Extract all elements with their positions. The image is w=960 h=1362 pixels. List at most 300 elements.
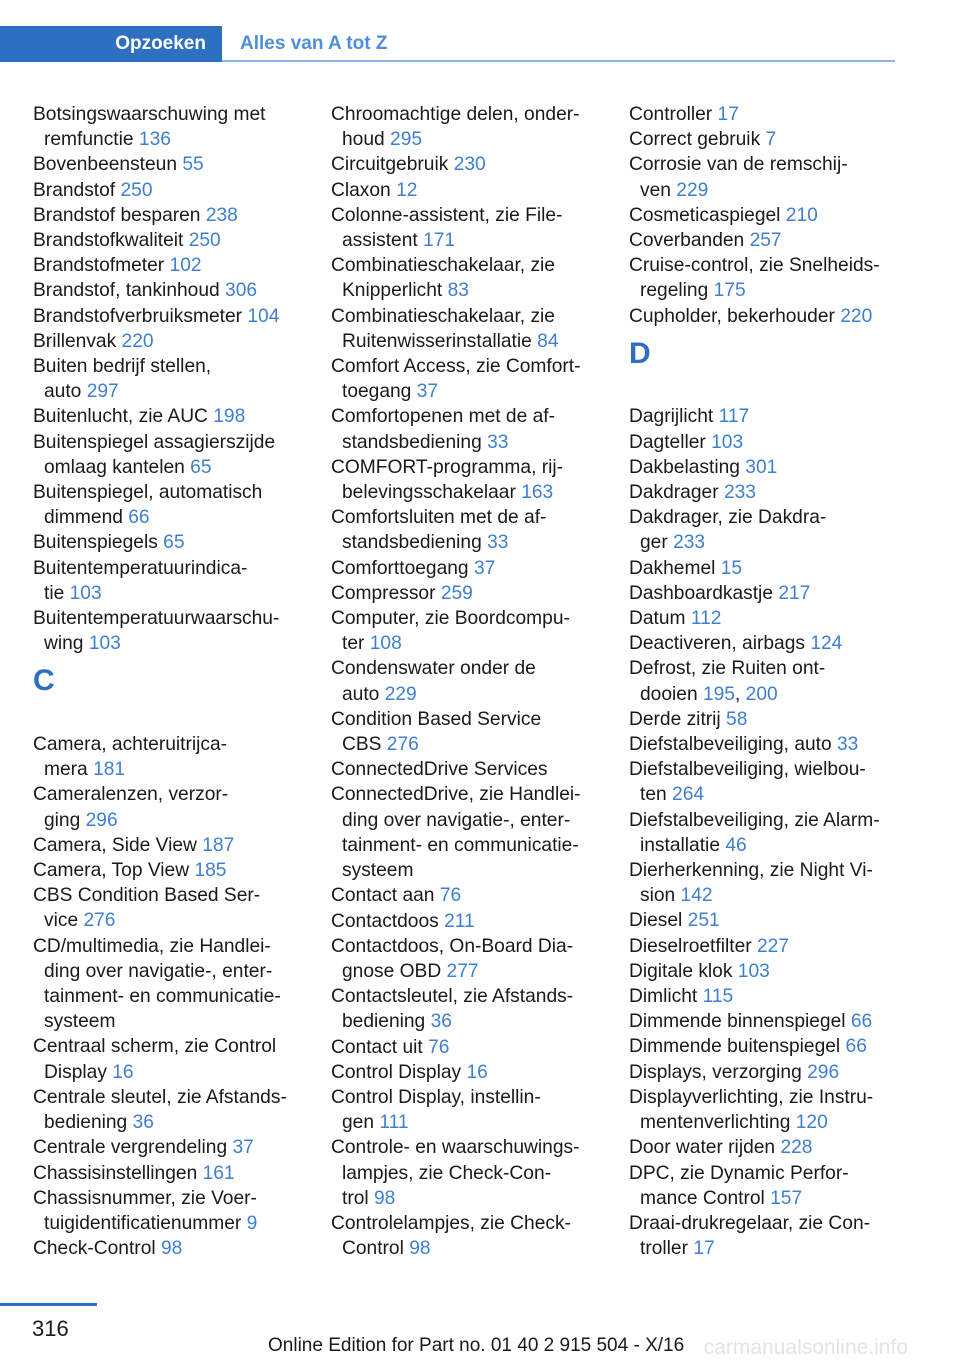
entry-text: Brandstof <box>33 179 116 201</box>
index-entry <box>629 908 921 933</box>
entry-text: systeem <box>342 860 414 882</box>
index-entry <box>331 1035 623 1060</box>
index-entry <box>629 430 921 455</box>
index-entry <box>33 858 325 883</box>
entry-text: troller <box>640 1238 688 1260</box>
entry-text: Ruitenwisserinstallatie <box>342 330 532 352</box>
index-entry <box>629 984 921 1009</box>
page-link[interactable]: 185 <box>194 860 227 882</box>
entry-text: dooien <box>640 683 698 705</box>
page-link[interactable]: 55 <box>182 154 204 176</box>
page-link[interactable]: 229 <box>384 683 417 705</box>
entry-text: regeling <box>640 280 709 302</box>
index-column-3 <box>629 102 921 1261</box>
page-link[interactable]: 142 <box>680 885 713 907</box>
section-letter: D <box>629 336 651 370</box>
breadcrumb[interactable]: Alles van A tot Z <box>240 33 388 54</box>
page-link[interactable]: 217 <box>778 582 811 604</box>
page-link[interactable]: 112 <box>690 608 722 630</box>
page-link[interactable]: 210 <box>785 204 818 226</box>
index-entry <box>33 329 325 354</box>
page-link[interactable]: 37 <box>232 1137 254 1159</box>
index-entry <box>33 228 325 253</box>
index-entry <box>33 556 325 606</box>
index-entry <box>629 959 921 984</box>
index-entry <box>331 404 623 454</box>
index-entry <box>33 278 325 303</box>
entry-text: Displayverlichting, zie Instru- <box>629 1086 874 1108</box>
page-link[interactable]: 296 <box>85 809 118 831</box>
entry-text: Dierherkenning, zie Night Vi- <box>629 860 873 882</box>
index-entry <box>629 606 921 631</box>
index-entry <box>331 1211 623 1261</box>
page-link[interactable]: 66 <box>845 1036 867 1058</box>
index-entry <box>629 808 921 858</box>
entry-text: Buitenspiegel assagierszijde <box>33 431 276 453</box>
section-letter: C <box>33 664 55 698</box>
page-link[interactable]: 136 <box>138 129 171 151</box>
entry-text: Contact uit <box>331 1036 423 1058</box>
entry-text: Comforttoegang <box>331 557 469 579</box>
entry-text: auto <box>342 683 380 705</box>
index-entry <box>331 1060 623 1085</box>
entry-text: systeem <box>44 1011 116 1033</box>
page-link[interactable]: 175 <box>713 280 746 302</box>
page-header <box>0 0 960 64</box>
entry-text: Condition Based Service <box>331 708 542 730</box>
entry-text: Controller <box>629 104 713 125</box>
entry-text: mentenverlichting <box>640 1112 791 1134</box>
entry-text: Contact aan <box>331 885 435 907</box>
entry-text: tuigidentificatienummer <box>44 1212 242 1234</box>
page-link[interactable]: 46 <box>725 834 747 856</box>
index-entry <box>33 1135 325 1160</box>
index-entry <box>629 1161 921 1211</box>
page-link[interactable]: 111 <box>379 1112 409 1134</box>
index-entry <box>629 757 921 807</box>
index-entry <box>33 934 325 1035</box>
index-entry <box>629 1034 921 1059</box>
entry-text: ConnectedDrive Services <box>331 759 548 781</box>
entry-text: Controlelampjes, zie Check- <box>331 1212 571 1234</box>
index-entry <box>33 304 325 329</box>
tab-opzoeken[interactable]: Opzoeken <box>0 26 222 62</box>
page-link[interactable]: 102 <box>169 255 202 277</box>
page-link[interactable]: 16 <box>466 1061 488 1083</box>
entry-text: ten <box>640 784 667 806</box>
entry-text: tainment- en communicatie- <box>342 834 579 856</box>
page-link[interactable]: 301 <box>745 456 778 478</box>
entry-text: ter <box>342 633 365 655</box>
index-entry <box>629 127 921 152</box>
index-entry <box>629 203 921 228</box>
entry-text: Dimmende binnenspiegel <box>629 1011 846 1033</box>
index-entry <box>629 455 921 480</box>
index-entry <box>331 152 623 177</box>
entry-text: Dakbelasting <box>629 456 740 478</box>
entry-text: Contactdoos <box>331 910 439 932</box>
entry-text: Brandstofverbruiksmeter <box>33 305 243 327</box>
page-link[interactable]: 16 <box>112 1061 134 1083</box>
entry-text: Brandstofkwaliteit <box>33 230 184 252</box>
entry-text: Buitentemperatuurwaarschu- <box>33 608 280 630</box>
entry-text: Compressor <box>331 582 436 604</box>
index-entry <box>33 1186 325 1236</box>
entry-text: Brandstofmeter <box>33 255 165 277</box>
entry-text: mance Control <box>640 1187 765 1209</box>
index-entry <box>629 152 921 202</box>
page-link[interactable]: 276 <box>83 910 116 932</box>
index-entry <box>629 253 921 303</box>
index-entry <box>33 404 325 429</box>
entry-text: Chassisinstellingen <box>33 1162 198 1184</box>
page-link[interactable]: 66 <box>128 507 150 529</box>
entry-text: Colonne-assistent, zie File- <box>331 204 563 226</box>
index-column-2 <box>331 102 623 1261</box>
index-entry <box>331 984 623 1034</box>
entry-text: Cosmeticaspiegel <box>629 204 781 226</box>
page-link[interactable]: 171 <box>423 230 456 252</box>
entry-text: Coverbanden <box>629 230 745 252</box>
index-entry <box>331 606 623 656</box>
page-link[interactable]: 297 <box>86 381 119 403</box>
page-link[interactable]: 228 <box>780 1137 813 1159</box>
entry-text: Control <box>342 1238 404 1260</box>
page-link[interactable]: 276 <box>386 734 419 756</box>
page-link[interactable]: 295 <box>390 129 423 151</box>
page-link[interactable]: 17 <box>717 104 739 125</box>
index-entry <box>331 304 623 354</box>
page-link[interactable]: 33 <box>837 734 859 756</box>
index-entry <box>33 152 325 177</box>
entry-text: Brandstof besparen <box>33 204 201 226</box>
page-link[interactable]: 250 <box>120 179 153 201</box>
entry-text: auto <box>44 381 82 403</box>
index-entry <box>629 480 921 505</box>
page-link[interactable]: 257 <box>749 230 782 252</box>
page-link[interactable]: 200 <box>745 683 778 705</box>
index-entry <box>331 909 623 934</box>
index-entry <box>331 782 623 883</box>
page-link[interactable]: 115 <box>702 986 734 1008</box>
page-link[interactable]: 264 <box>672 784 705 806</box>
entry-text: bediening <box>44 1112 128 1134</box>
page-link[interactable]: 157 <box>770 1187 803 1209</box>
entry-text: Dashboardkastje <box>629 582 773 604</box>
entry-text: Buitenspiegel, automatisch <box>33 482 263 504</box>
entry-text: installatie <box>640 834 720 856</box>
page-link[interactable]: 58 <box>726 708 748 730</box>
entry-text: ding over navigatie-, enter- <box>44 960 273 982</box>
entry-text: ger <box>640 532 668 554</box>
entry-text: Comfortopenen met de af- <box>331 406 555 428</box>
page-link[interactable]: 211 <box>444 910 475 932</box>
index-entry <box>331 354 623 404</box>
index-entry <box>33 1236 325 1261</box>
index-entry <box>33 833 325 858</box>
page-link[interactable]: 12 <box>396 179 418 201</box>
page-link[interactable]: 238 <box>205 204 238 226</box>
page-link[interactable]: 37 <box>473 557 496 579</box>
page-link[interactable]: 98 <box>160 1238 183 1260</box>
page-link[interactable]: 83 <box>447 280 469 302</box>
entry-text: Contactdoos, On-Board Dia- <box>331 935 574 957</box>
entry-text: DPC, zie Dynamic Perfor- <box>629 1162 849 1184</box>
page-link[interactable]: 37 <box>416 381 439 403</box>
entry-text: tie <box>44 582 65 604</box>
page-link[interactable]: 187 <box>202 834 235 856</box>
entry-text: Cruise-control, zie Snelheids- <box>629 255 880 277</box>
entry-text: Deactiveren, airbags <box>629 633 805 655</box>
entry-text: dimmend <box>44 507 123 529</box>
entry-text: Computer, zie Boordcompu- <box>331 608 570 630</box>
entry-text: bediening <box>342 1011 426 1033</box>
page-link[interactable]: 227 <box>756 935 789 957</box>
entry-text: Correct gebruik <box>629 129 761 151</box>
entry-text: Centrale vergrendeling <box>33 1137 228 1159</box>
page-link[interactable]: 233 <box>673 532 706 554</box>
entry-text: Dakdrager <box>629 482 719 504</box>
page-link[interactable]: 9 <box>246 1212 258 1234</box>
page-link[interactable]: 65 <box>163 532 185 554</box>
index-entry <box>33 354 325 404</box>
index-entry <box>629 228 921 253</box>
page-link[interactable]: 108 <box>369 633 402 655</box>
entry-text: Bovenbeensteun <box>33 154 178 176</box>
entry-text: Derde zitrij <box>629 708 721 730</box>
page-link[interactable]: 124 <box>810 633 843 655</box>
entry-text: Claxon <box>331 179 391 201</box>
page-link[interactable]: 7 <box>765 129 777 151</box>
entry-text: Datum <box>629 608 686 630</box>
index-entry <box>33 1034 325 1084</box>
entry-text: Contactsleutel, zie Afstands- <box>331 986 574 1008</box>
entry-text: Centrale sleutel, zie Afstands- <box>33 1086 287 1108</box>
entry-text: Digitale klok <box>629 960 733 982</box>
page-link[interactable]: 161 <box>202 1162 235 1184</box>
entry-text: ven <box>640 179 671 201</box>
page-link[interactable]: 36 <box>430 1011 452 1033</box>
index-entry <box>331 455 623 505</box>
index-entry <box>33 782 325 832</box>
index-entry <box>33 883 325 933</box>
page-link[interactable]: 84 <box>537 330 559 352</box>
index-entry <box>331 1135 623 1211</box>
index-entry <box>33 430 325 480</box>
entry-text: Buitenlucht, zie AUC <box>33 406 208 428</box>
page-link[interactable]: 103 <box>69 582 102 604</box>
edition-note: Online Edition for Part no. 01 40 2 915 504 - X/16 <box>268 1335 685 1356</box>
entry-text: gnose OBD <box>342 960 442 982</box>
index-entry <box>629 304 921 329</box>
index-entry <box>331 102 623 152</box>
index-entry <box>33 178 325 203</box>
entry-text: Dakdrager, zie Dakdra- <box>629 507 827 529</box>
index-entry <box>629 1060 921 1085</box>
entry-text: Door water rijden <box>629 1137 776 1159</box>
page-link[interactable]: 33 <box>487 532 509 554</box>
entry-text: Camera, Side View <box>33 834 197 856</box>
index-entry <box>629 707 921 732</box>
page-link[interactable]: 220 <box>840 305 873 327</box>
page-link[interactable]: 250 <box>188 230 221 252</box>
entry-text: vice <box>44 910 79 932</box>
index-entry <box>331 253 623 303</box>
entry-text: ging <box>44 809 81 831</box>
index-entry <box>331 757 623 782</box>
index-entry <box>331 581 623 606</box>
page-link[interactable]: 259 <box>440 582 473 604</box>
page-link[interactable]: 117 <box>718 406 750 428</box>
entry-text: Buiten bedrijf stellen, <box>33 356 212 378</box>
entry-text: COMFORT-programma, rij- <box>331 456 564 478</box>
entry-text: Circuitgebruik <box>331 154 449 176</box>
page-link[interactable]: 195 <box>702 683 735 705</box>
entry-text: Diefstalbeveiliging, auto <box>629 734 832 756</box>
page-link[interactable]: 198 <box>213 406 246 428</box>
footer-divider <box>0 1303 97 1306</box>
page-link[interactable]: 230 <box>453 154 486 176</box>
page-link[interactable]: 65 <box>190 456 212 478</box>
page-link[interactable]: 103 <box>711 431 744 453</box>
entry-text: CD/multimedia, zie Handlei- <box>33 935 271 957</box>
entry-text: Check-Control <box>33 1238 156 1260</box>
entry-text: houd <box>342 129 385 151</box>
index-entry <box>629 732 921 757</box>
entry-text: Comfort Access, zie Comfort- <box>331 356 581 378</box>
entry-text: Brillenvak <box>33 330 117 352</box>
index-entry <box>629 505 921 555</box>
index-entry <box>629 1085 921 1135</box>
watermark: carmanualsonline.info <box>703 1336 908 1359</box>
entry-text: Condenswater onder de <box>331 658 536 680</box>
entry-text: belevingsschakelaar <box>342 482 516 504</box>
page-link[interactable]: 98 <box>409 1238 431 1260</box>
entry-text: Buitenspiegels <box>33 532 158 554</box>
entry-text: ConnectedDrive, zie Handlei- <box>331 784 581 806</box>
page-link[interactable]: 76 <box>439 885 462 907</box>
page-link[interactable]: 229 <box>676 179 709 201</box>
entry-text: ding over navigatie-, enter- <box>342 809 571 831</box>
entry-text: Combinatieschakelaar, zie <box>331 255 555 277</box>
index-entry <box>629 934 921 959</box>
page-link[interactable]: 104 <box>247 305 280 327</box>
page-link[interactable]: 163 <box>521 482 554 504</box>
page-link[interactable]: 76 <box>428 1036 450 1058</box>
index-entry <box>33 253 325 278</box>
entry-text: Centraal scherm, zie Control <box>33 1036 277 1058</box>
index-entry <box>331 656 623 706</box>
index-entry <box>33 1085 325 1135</box>
entry-text: Dimlicht <box>629 986 698 1008</box>
page-link[interactable]: 220 <box>121 330 154 352</box>
entry-text: assistent <box>342 230 418 252</box>
entry-text: Knipperlicht <box>342 280 443 302</box>
entry-text: standsbediening <box>342 431 482 453</box>
entry-text: lampjes, zie Check-Con- <box>342 1162 552 1184</box>
index-entry <box>33 203 325 228</box>
entry-text: mera <box>44 759 88 781</box>
entry-text: Brandstof, tankinhoud <box>33 280 220 302</box>
entry-text: Dieselroetfilter <box>629 935 752 957</box>
page-link[interactable]: 103 <box>737 960 770 982</box>
index-entry <box>629 102 921 127</box>
entry-text: Camera, achteruitrijca- <box>33 734 228 756</box>
entry-text: Cameralenzen, verzor- <box>33 784 229 806</box>
entry-text: Dakhemel <box>629 557 716 579</box>
entry-text: Diefstalbeveiliging, zie Alarm- <box>629 809 880 831</box>
index-entry <box>629 1211 921 1261</box>
entry-text: trol <box>342 1187 369 1209</box>
index-entry <box>629 556 921 581</box>
page-link[interactable]: 306 <box>225 280 258 302</box>
entry-text: wing <box>44 633 84 655</box>
index-entry <box>629 631 921 656</box>
page-link[interactable]: 233 <box>723 482 756 504</box>
entry-text: Controle- en waarschuwings- <box>331 1137 580 1159</box>
entry-text: toegang <box>342 381 412 403</box>
entry-text: omlaag kantelen <box>44 456 185 478</box>
entry-text: Chassisnummer, zie Voer- <box>33 1187 257 1209</box>
page-link[interactable]: 251 <box>687 910 720 932</box>
entry-text: CBS Condition Based Ser- <box>33 885 261 907</box>
header-divider <box>222 60 895 62</box>
entry-text: CBS <box>342 734 382 756</box>
index-entry <box>33 102 325 152</box>
page-link[interactable]: 33 <box>487 431 509 453</box>
entry-text: tainment- en communicatie- <box>44 986 281 1008</box>
entry-text: Combinatieschakelaar, zie <box>331 305 555 327</box>
page-number: 316 <box>32 1316 69 1341</box>
page-link[interactable]: 66 <box>850 1011 873 1033</box>
page-link[interactable]: 17 <box>693 1238 715 1260</box>
page-link[interactable]: 277 <box>446 960 479 982</box>
entry-text: standsbediening <box>342 532 482 554</box>
page-link[interactable]: 296 <box>807 1061 840 1083</box>
entry-text: remfunctie <box>44 129 134 151</box>
entry-text: Display <box>44 1061 107 1083</box>
index-entry <box>331 883 623 908</box>
index-entry <box>331 203 623 253</box>
entry-text: Dimmende buitenspiegel <box>629 1036 841 1058</box>
page-link[interactable]: 181 <box>93 759 126 781</box>
entry-text: gen <box>342 1112 375 1134</box>
index-entry <box>33 732 325 782</box>
entry-text: Displays, verzorging <box>629 1061 802 1083</box>
index-entry <box>331 178 623 203</box>
page-link[interactable]: 36 <box>132 1112 154 1134</box>
entry-text: Control Display <box>331 1061 462 1083</box>
page-link[interactable]: 15 <box>720 557 743 579</box>
entry-text: Diefstalbeveiliging, wielbou- <box>629 759 866 781</box>
index-entry: Defrost, zie Ruiten ont- dooien 195, 200 <box>629 658 826 705</box>
index-entry <box>33 530 325 555</box>
entry-text: Diesel <box>629 910 683 932</box>
index-entry <box>331 707 623 757</box>
index-entry <box>331 1085 623 1135</box>
page-link[interactable]: 98 <box>374 1187 396 1209</box>
entry-text: Camera, Top View <box>33 860 190 882</box>
index-entry <box>629 581 921 606</box>
entry-text: Chroomachtige delen, onder- <box>331 104 580 125</box>
page-link[interactable]: 120 <box>795 1112 828 1134</box>
index-entry <box>629 1009 921 1034</box>
index-entry <box>331 934 623 984</box>
entry-text: Dagteller <box>629 431 706 453</box>
page-link[interactable]: 103 <box>88 633 121 655</box>
entry-text: sion <box>640 885 676 907</box>
entry-text: Comfortsluiten met de af- <box>331 507 547 529</box>
